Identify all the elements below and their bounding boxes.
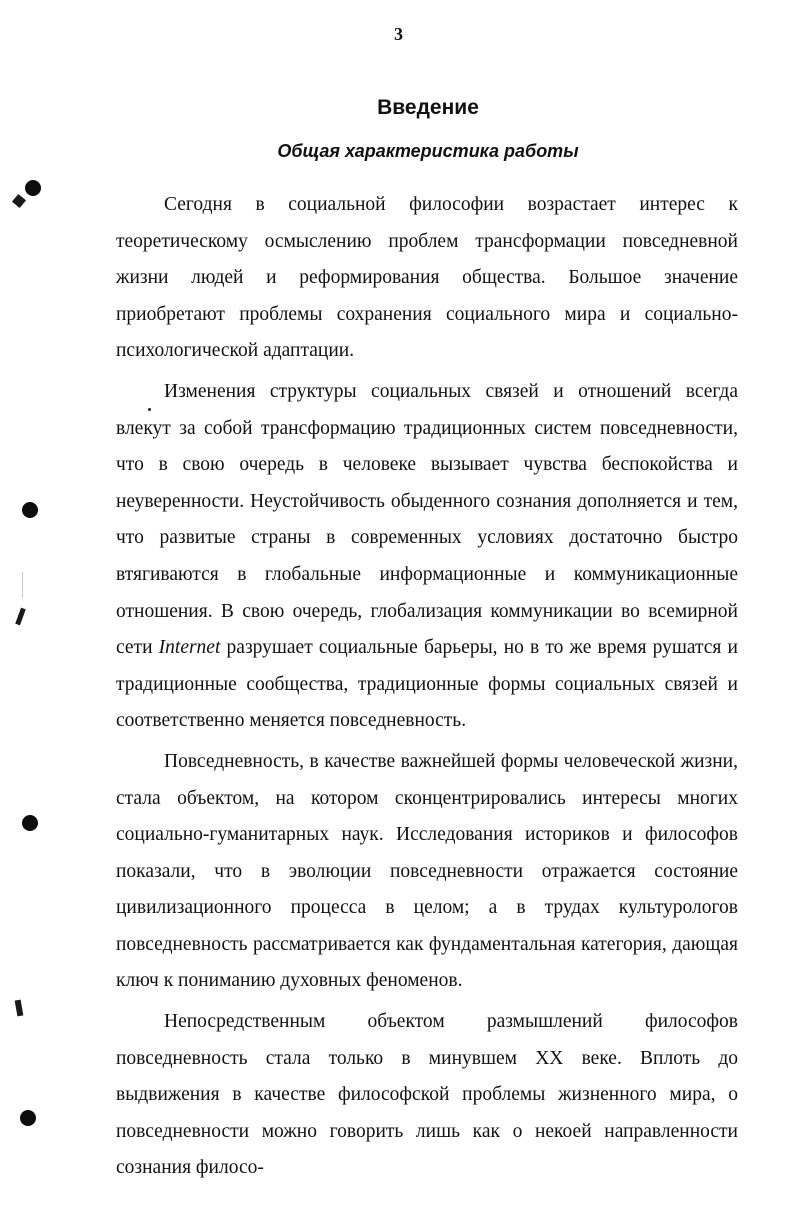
section-subtitle: Общая характеристика работы (277, 141, 579, 161)
paragraph-3 (116, 744, 738, 1000)
scan-line-mark (22, 572, 23, 598)
page-number: 3 (394, 24, 403, 44)
emphasis-term: Internet (158, 637, 221, 659)
scan-speck-mark (148, 408, 151, 411)
binding-hole-mark (22, 815, 38, 831)
binding-hole-mark (25, 180, 41, 196)
paragraph-text: разрушает социальные барьеры, но в то же время рушатся и традиционные сообщества, традиционные формы социальных связей и соответственно меняется повседневность. (116, 637, 738, 732)
scan-speck-mark (15, 608, 26, 626)
paragraph-text: Сегодня в социальной философии возрастает интерес к теоретическому осмыслению проблем трансформации повседневной жизни людей и реформирования общества. Большое значение приобретают проблемы сохранения социального мира и социально-психологической адаптации. (116, 194, 738, 362)
paragraph-text: Повседневность, в качестве важнейшей формы человеческой жизни, стала объектом, на котором сконцентрировались интересы многих социально-гуманитарных наук. Исследования историков и философов показали, что в эволюции повседневности отражается состояние цивилизационного процесса в целом; а в трудах культурологов повседневность рассматривается как фундаментальная категория, дающая ключ к пониманию духовных феноменов. (116, 750, 738, 992)
paragraph-2 (116, 374, 738, 740)
body-text (116, 187, 738, 1191)
scan-speck-mark (15, 1000, 24, 1017)
binding-hole-mark (22, 502, 38, 518)
paragraph-1 (116, 187, 738, 370)
paragraph-text: Непосредственным объектом размышлений философов повседневность стала только в минувшем XX веке. Вплоть до выдвижения в качестве философской проблемы жизненного мира, о повседневности можно говорить лишь как о некоей направленности сознания филосо- (116, 1011, 738, 1179)
scan-speck-mark (12, 194, 26, 208)
page-title: Введение (377, 96, 479, 119)
binding-hole-mark (20, 1110, 36, 1126)
paragraph-text: Изменения структуры социальных связей и отношений всегда влекут за собой трансформацию традиционных систем повседневности, что в свою очередь в человеке вызывает чувства беспокойства и неуверенности. Неустойчивость обыденного сознания дополняется и тем, что развитые страны в современных условиях достаточно быстро втягиваются в глобальные информационные и коммуникационные отношения. В свою очередь, глобализация коммуникации во всемирной сети (116, 380, 738, 659)
paragraph-4 (116, 1004, 738, 1187)
